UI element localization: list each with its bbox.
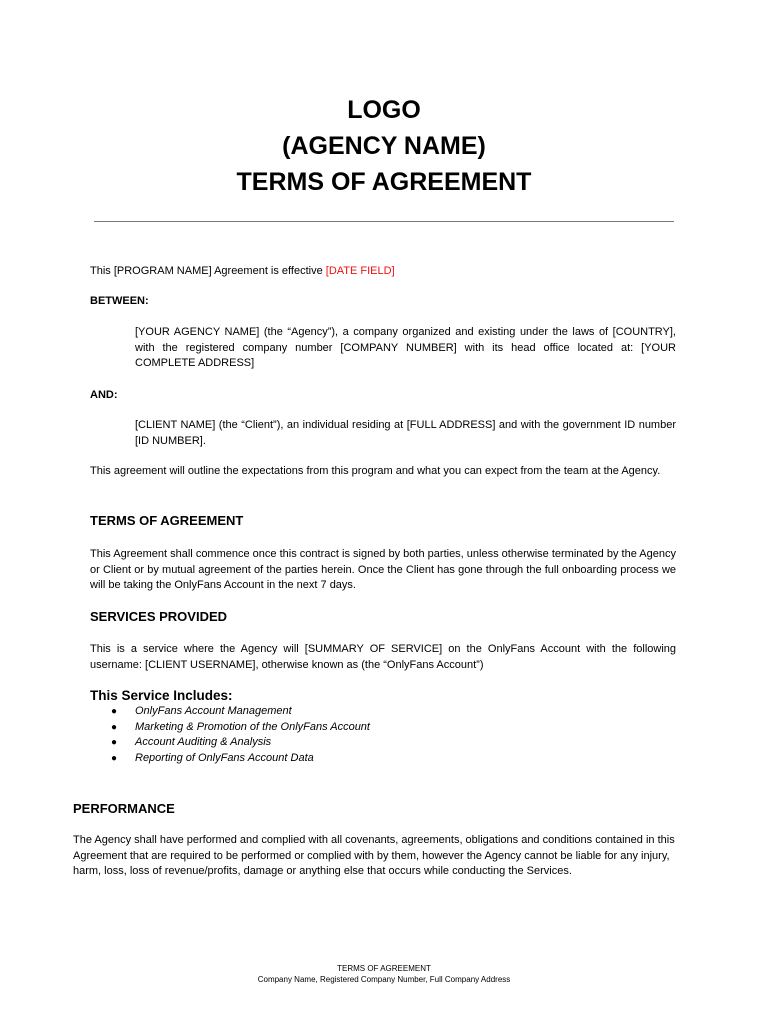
list-item (108, 720, 370, 736)
list-item (108, 751, 370, 767)
title-block (0, 92, 768, 200)
bullet-icon: ● (111, 752, 118, 764)
list-item-text: Reporting of OnlyFans Account Data (135, 751, 314, 764)
list-item-text: Marketing & Promotion of the OnlyFans Account (135, 720, 370, 733)
footer-company-line: Company Name, Registered Company Number, Full Company Address (257, 975, 511, 984)
document-title: TERMS OF AGREEMENT (236, 168, 532, 196)
agency-name: (AGENCY NAME) (282, 132, 486, 160)
client-party-text: [CLIENT NAME] (the “Client”), an individual residing at [FULL ADDRESS] and with the government ID number [ID NUMBER]. (135, 419, 676, 447)
agency-party-text: [YOUR AGENCY NAME] (the “Agency”), a company organized and existing under the laws of [COUNTRY], with the registered company number [COMPANY NUMBER] with its head office located at: [YOUR COMPLETE ADDRESS] (135, 326, 676, 369)
intro-paragraph (90, 264, 680, 280)
intro-text: This [PROGRAM NAME] Agreement is effective (90, 265, 326, 277)
list-item (108, 735, 370, 751)
includes-heading: This Service Includes: (90, 688, 233, 703)
header-divider (94, 221, 674, 222)
date-field: [DATE FIELD] (325, 265, 395, 277)
bullet-icon: ● (111, 721, 118, 733)
services-list (108, 704, 370, 766)
services-body: This is a service where the Agency will [SUMMARY OF SERVICE] on the OnlyFans Account with the following username: [CLIENT USERNAME], otherwise known as (the “OnlyFans Account”) (90, 643, 676, 671)
logo-placeholder: LOGO (347, 96, 421, 124)
performance-heading: PERFORMANCE (73, 801, 175, 816)
footer-title: TERMS OF AGREEMENT (337, 964, 431, 973)
list-item-text: Account Auditing & Analysis (135, 736, 272, 748)
services-heading: SERVICES PROVIDED (90, 609, 228, 624)
outline-paragraph: This agreement will outline the expectations from this program and what you can expect from the team at the Agency. (90, 465, 661, 477)
bullet-icon: ● (111, 737, 118, 748)
list-item-text: OnlyFans Account Management (135, 705, 292, 717)
terms-heading: TERMS OF AGREEMENT (90, 513, 244, 528)
and-label: AND: (90, 389, 118, 401)
bullet-icon: ● (111, 706, 118, 717)
terms-body: This Agreement shall commence once this contract is signed by both parties, unless otherwise terminated by the Agency or Client or by mutual agreement of the parties herein. Once the Client has gone through the full onboarding process we will be taking the OnlyFans Account in the next 7 days. (90, 548, 676, 591)
between-label: BETWEEN: (90, 295, 149, 307)
list-item (108, 704, 370, 720)
performance-body: The Agency shall have performed and complied with all covenants, agreements, obligations and conditions contained in this Agreement that are required to be performed or complied with by them, however the Agency cannot be liable for any injury, harm, loss, loss of revenue/profits, damage or anything else that occurs while conducting the Services. (73, 834, 675, 877)
